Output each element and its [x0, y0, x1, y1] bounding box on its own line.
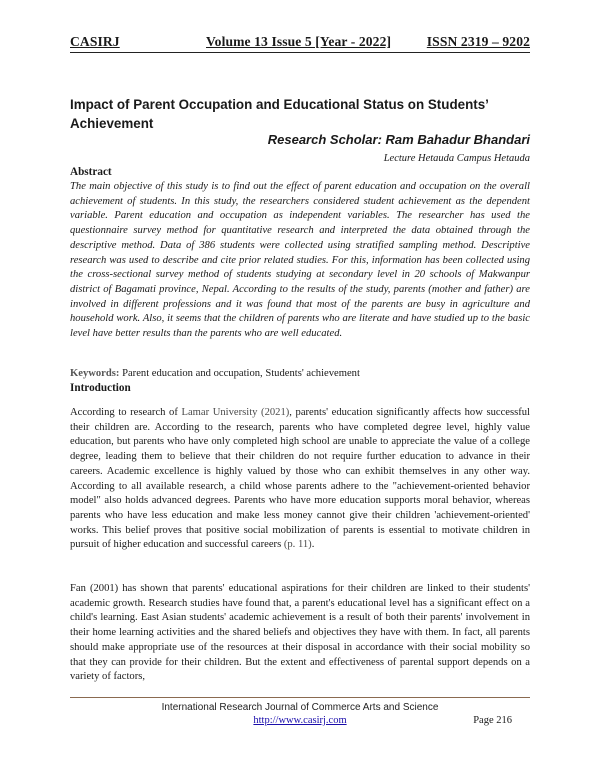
citation-lamar: Lamar University (2021) [181, 407, 290, 418]
keywords-label: Keywords: [70, 368, 120, 379]
header-volume: Volume 13 Issue 5 [Year - 2022] [206, 34, 392, 49]
p1-tail: . [311, 539, 315, 551]
p1-lead: According to research of [70, 407, 182, 418]
article-title: Impact of Parent Occupation and Educational Status on Students’ Achievement [70, 97, 489, 131]
keywords [70, 368, 530, 379]
intro-paragraph-2: Fan (2001) has shown that parents' educational aspirations for their children are linked to their students' academic growth. Research studies have found that, a parent's educational level has a significant effect on a child's learning. East Asian students' academic achievement is a result of both their parents' involvement in their home learning activities and the shared beliefs and objectives they have with them. In fact, all parents should make appropriate use of the resources at their disposal in accordance with their social mobility so that they can provide for their children. But the extent and effectiveness of parental support depends on a variety of factors, [70, 583, 530, 683]
author-affiliation: Lecture Hetauda Campus Hetauda [383, 153, 530, 164]
header-issn: ISSN 2319 – 9202 [426, 34, 530, 49]
abstract-heading: Abstract [70, 166, 112, 178]
page-number: Page 216 [473, 715, 512, 726]
citation-page: (p. 11) [283, 539, 312, 551]
p1-body: , parents' education significantly affects how successful their children are. According to the research, parents who have completed degree level, highly value education, but parents who have only completed high school are unable to appreciate the value of a college degree, leading them to believe that their children do not require further education to advance in their careers. Academic excellence is highly valued by those who can exhibit themselves in any other way. According to all available research, a child whose parents adhere to the "achievement-oriented behavior model" also holds advanced degrees. Parents who have more education supports moral behavior, whereas parents who have less education and make less money cannot give their children 'achievement-oriented' works. This belief proves that positive social mobilization of parents is essential to motivate children in pursuit of higher education and successful careers [70, 407, 530, 551]
footer-rule [70, 697, 530, 698]
author-name: Research Scholar: Ram Bahadur Bhandari [267, 132, 530, 147]
footer-url-link[interactable]: http://www.casirj.com [253, 715, 347, 726]
intro-paragraph-1 [70, 406, 530, 553]
header-rule [70, 52, 530, 53]
header-journal: CASIRJ [70, 34, 120, 49]
running-header [70, 34, 530, 54]
abstract-text: The main objective of this study is to find out the effect of parent education and occupation on the overall achievement of students. In this study, the researchers considered student achievement as the dependent variable. Parent education and occupation as independent variables. The researcher has used the questionnaire survey method for quantitative research and interpreted the data obtained through the descriptive method. Data of 386 students were collected using stratified sampling method. Descriptive research was used to describe and cite prior related studies. For this, information has been collected using the cross-sectional survey method of students studying at secondary level in 20 schools of Makwanpur district of Bagamati province, Nepal. According to the results of the study, parents (mother and father) are involved in different professions and it was found that most of the parents are busy in agriculture and household work. Also, it seems that the children of parents who are literate and have studied up to the basic level have better results than the parents who are well educated. [70, 181, 530, 340]
keywords-text: Parent education and occupation, Students' achievement [119, 368, 360, 379]
footer-journal: International Research Journal of Commerce Arts and Science [161, 702, 439, 713]
introduction-heading: Introduction [70, 382, 131, 394]
